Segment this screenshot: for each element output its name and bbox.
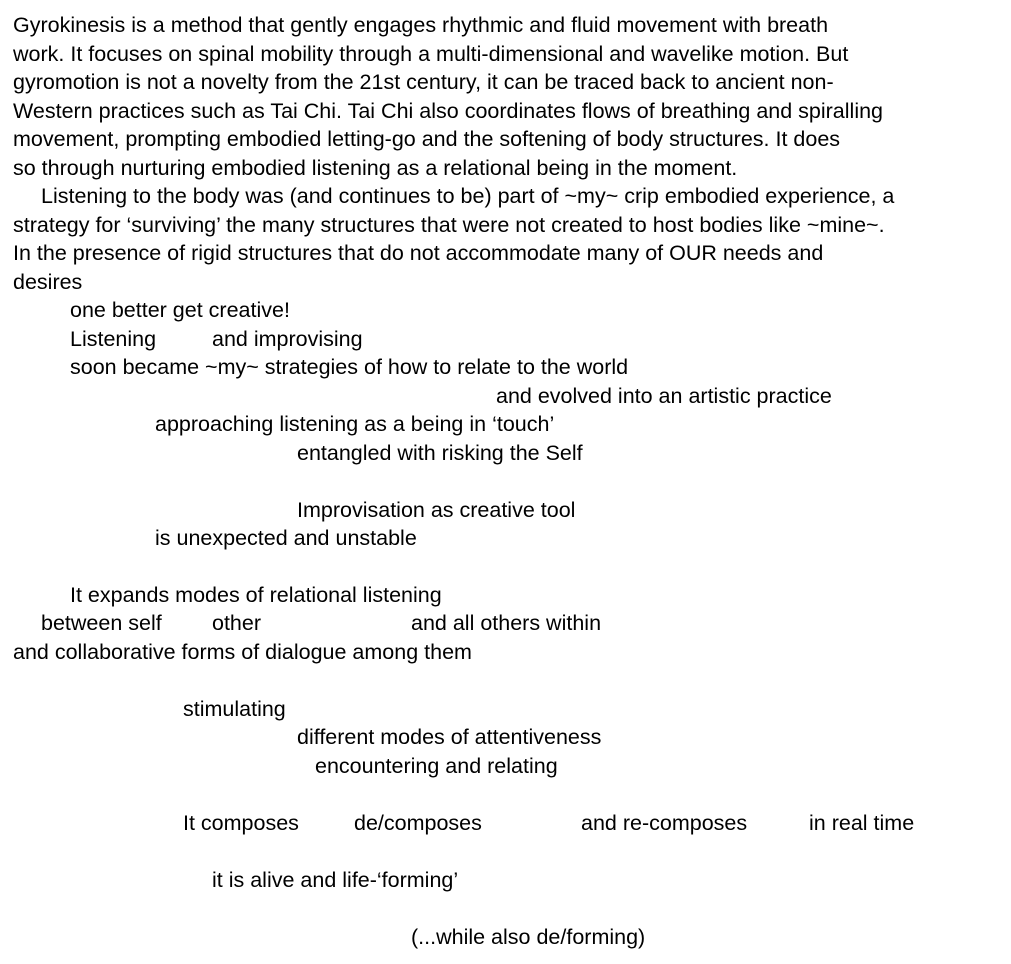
poem-evolved: and evolved into an artistic practice: [496, 384, 832, 408]
poem-soon-became: soon became ~my~ strategies of how to relate to the world: [70, 355, 629, 379]
poem-collaborative: and collaborative forms of dialogue among them: [13, 640, 472, 664]
poem-all-others: and all others within: [411, 611, 602, 635]
poem-attentiveness: different modes of attentiveness: [297, 725, 602, 749]
poem-creative: one better get creative!: [70, 298, 290, 322]
poem-stimulating: stimulating: [183, 697, 286, 721]
poem-and-improvising: and improvising: [212, 327, 363, 351]
prose-line-3: gyromotion is not a novelty from the 21st century, it can be traced back to ancient non-: [13, 70, 834, 94]
poem-composes: It composes: [183, 811, 299, 835]
prose-line-10: desires: [13, 270, 83, 294]
poem-listening: Listening: [70, 327, 157, 351]
prose-line-6: so through nurturing embodied listening as a relational being in the moment.: [13, 156, 738, 180]
poem-unexpected: is unexpected and unstable: [155, 526, 417, 550]
poem-other: other: [212, 611, 262, 635]
prose-line-8: strategy for ‘surviving’ the many structures that were not created to host bodies like ~mine~.: [13, 213, 885, 237]
poem-between-self: between self: [41, 611, 162, 635]
poem-expands: It expands modes of relational listening: [70, 583, 442, 607]
poem-real-time: in real time: [809, 811, 915, 835]
prose-line-5: movement, prompting embodied letting-go and the softening of body structures. It does: [13, 127, 841, 151]
poem-improvisation: Improvisation as creative tool: [297, 498, 576, 522]
prose-line-9: In the presence of rigid structures that do not accommodate many of OUR needs and: [13, 241, 824, 265]
poem-alive: it is alive and life-‘forming’: [212, 868, 459, 892]
prose-line-1: Gyrokinesis is a method that gently engages rhythmic and fluid movement with breath: [13, 13, 829, 37]
poem-decomposes: de/composes: [354, 811, 482, 835]
poem-deforming: (...while also de/forming): [411, 925, 646, 949]
prose-line-7: Listening to the body was (and continues to be) part of ~my~ crip embodied experience, a: [41, 184, 895, 208]
poem-entangled: entangled with risking the Self: [297, 441, 583, 465]
poem-encountering: encountering and relating: [315, 754, 558, 778]
prose-line-2: work. It focuses on spinal mobility through a multi-dimensional and wavelike motion. But: [13, 42, 849, 66]
poem-recomposes: and re-composes: [581, 811, 748, 835]
poem-approaching: approaching listening as a being in ‘touch’: [155, 412, 555, 436]
prose-line-4: Western practices such as Tai Chi. Tai Chi also coordinates flows of breathing and spiralling: [13, 99, 884, 123]
